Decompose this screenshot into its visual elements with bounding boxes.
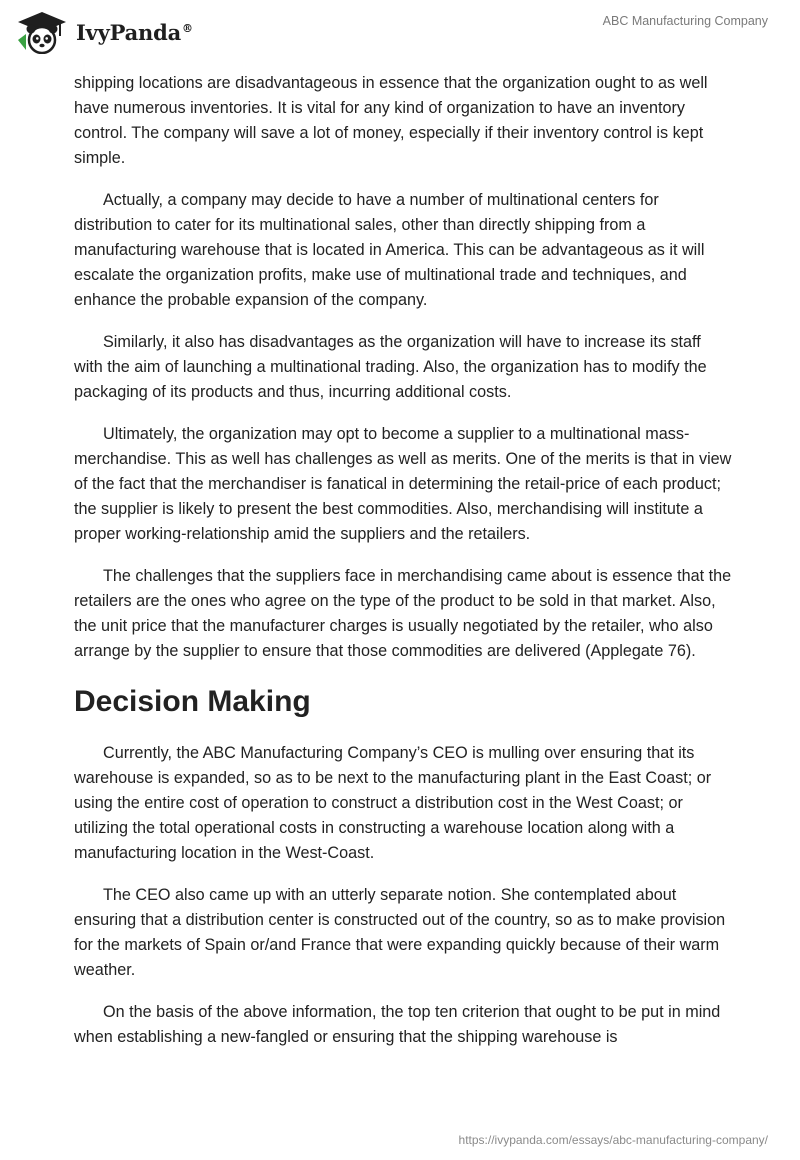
paragraph: On the basis of the above information, the top ten criterion that ought to be put in mind when establishing a new-fangled or ensuring that the shipping warehouse is bbox=[74, 1003, 721, 1046]
document-title: ABC Manufacturing Company bbox=[602, 14, 768, 28]
paragraph: The challenges that the suppliers face in merchandising came about is essence that the retailers are the ones who agree on the type of the product to be sold in that market. Also, the unit price that the manufacturer charges is usually negotiated by the retailer, who also arrange by the supplier to ensure that those commodities are delivered (Applegate 76). bbox=[74, 567, 732, 660]
registered-mark: ® bbox=[182, 21, 193, 35]
brand-logo[interactable] bbox=[16, 10, 193, 54]
paragraph: The CEO also came up with an utterly separate notion. She contemplated about ensuring that a distribution center is constructed out of the country, so as to make provision for the markets of Spain or/and France that were expanding quickly because of their warm weather. bbox=[74, 886, 726, 979]
paragraph: Similarly, it also has disadvantages as the organization will have to increase its staff with the aim of launching a multinational trading. Also, the organization has to modify the packaging of its products and thus, incurring additional costs. bbox=[74, 333, 707, 401]
panda-graduation-cap-icon bbox=[16, 10, 68, 54]
section-heading-decision-making: Decision Making bbox=[74, 685, 311, 718]
paragraph: Actually, a company may decide to have a number of multinational centers for distribution to cater for its multinational sales, other than directly shipping from a manufacturing warehouse that is located in America. This can be advantageous as it will escalate the organization profits, make use of multinational trade and techniques, and enhance the probable expansion of the company. bbox=[74, 191, 705, 309]
paragraph: Currently, the ABC Manufacturing Company’s CEO is mulling over ensuring that its warehouse is expanded, so as to be next to the manufacturing plant in the East Coast; or using the entire cost of operation to construct a distribution cost in the West Coast; or utilizing the total operational costs in constructing a warehouse location along with a manufacturing location in the West-Coast. bbox=[74, 744, 712, 862]
paragraph-continued: shipping locations are disadvantageous in essence that the organization ought to as well have numerous inventories. It is vital for any kind of organization to have an inventory control. The company will save a lot of money, especially if their inventory control is kept simple. bbox=[74, 74, 708, 167]
source-url-link[interactable]: https://ivypanda.com/essays/abc-manufacturing-company/ bbox=[458, 1133, 768, 1147]
paragraph: Ultimately, the organization may opt to become a supplier to a multinational mass-merchandise. This as well has challenges as well as merits. One of the merits is that in view of the fact that the merchandiser is fanatical in determining the retail-price of each product; the supplier is likely to present the best commodities. Also, merchandising will institute a proper working-relationship amid the suppliers and the retailers. bbox=[74, 425, 732, 543]
brand-name bbox=[76, 20, 193, 45]
page-header bbox=[0, 0, 800, 70]
essay-body bbox=[74, 71, 734, 1067]
brand-name-text: IvyPanda bbox=[76, 19, 182, 45]
